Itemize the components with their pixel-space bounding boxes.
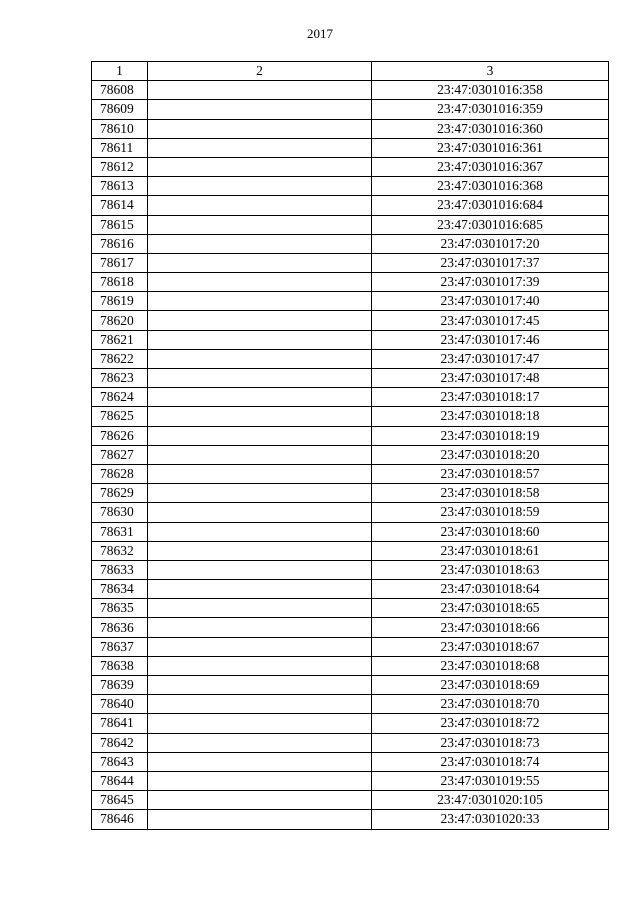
row-number-cell: 78646 xyxy=(92,810,148,829)
column-header-2: 2 xyxy=(148,62,372,81)
cadastral-number-cell: 23:47:0301017:20 xyxy=(372,234,609,253)
cadastral-number-cell: 23:47:0301017:48 xyxy=(372,369,609,388)
row-empty-cell xyxy=(148,349,372,368)
table-row xyxy=(92,445,609,464)
cadastral-number-cell: 23:47:0301016:361 xyxy=(372,138,609,157)
cadastral-number-cell: 23:47:0301018:72 xyxy=(372,714,609,733)
row-number-cell: 78626 xyxy=(92,426,148,445)
table-row xyxy=(92,157,609,176)
cadastral-number-cell: 23:47:0301017:47 xyxy=(372,349,609,368)
cadastral-number-cell: 23:47:0301018:60 xyxy=(372,522,609,541)
row-empty-cell xyxy=(148,484,372,503)
table-row xyxy=(92,311,609,330)
cadastral-number-cell: 23:47:0301016:358 xyxy=(372,81,609,100)
table-row xyxy=(92,426,609,445)
table-row xyxy=(92,81,609,100)
row-number-cell: 78620 xyxy=(92,311,148,330)
cadastral-number-cell: 23:47:0301020:105 xyxy=(372,791,609,810)
cadastral-number-cell: 23:47:0301016:685 xyxy=(372,215,609,234)
row-empty-cell xyxy=(148,234,372,253)
table-row xyxy=(92,464,609,483)
row-number-cell: 78628 xyxy=(92,464,148,483)
table-row xyxy=(92,407,609,426)
table-body xyxy=(92,81,609,829)
row-number-cell: 78634 xyxy=(92,580,148,599)
cadastral-number-cell: 23:47:0301016:367 xyxy=(372,157,609,176)
table-row xyxy=(92,503,609,522)
row-empty-cell xyxy=(148,464,372,483)
cadastral-number-cell: 23:47:0301017:46 xyxy=(372,330,609,349)
row-empty-cell xyxy=(148,771,372,790)
row-number-cell: 78636 xyxy=(92,618,148,637)
row-number-cell: 78629 xyxy=(92,484,148,503)
table-row xyxy=(92,733,609,752)
table-row xyxy=(92,676,609,695)
table-row xyxy=(92,580,609,599)
row-number-cell: 78609 xyxy=(92,100,148,119)
row-empty-cell xyxy=(148,81,372,100)
row-empty-cell xyxy=(148,752,372,771)
table-row xyxy=(92,541,609,560)
cadastral-number-cell: 23:47:0301018:64 xyxy=(372,580,609,599)
table-row xyxy=(92,196,609,215)
row-number-cell: 78632 xyxy=(92,541,148,560)
row-empty-cell xyxy=(148,215,372,234)
table-row xyxy=(92,100,609,119)
row-number-cell: 78615 xyxy=(92,215,148,234)
table-row xyxy=(92,695,609,714)
cadastral-number-cell: 23:47:0301018:74 xyxy=(372,752,609,771)
table-row xyxy=(92,119,609,138)
row-number-cell: 78639 xyxy=(92,676,148,695)
table-row xyxy=(92,273,609,292)
row-empty-cell xyxy=(148,196,372,215)
row-empty-cell xyxy=(148,695,372,714)
table-row xyxy=(92,810,609,829)
row-number-cell: 78624 xyxy=(92,388,148,407)
row-empty-cell xyxy=(148,560,372,579)
cadastral-number-cell: 23:47:0301017:37 xyxy=(372,253,609,272)
page-number: 2017 xyxy=(307,26,333,41)
cadastral-number-cell: 23:47:0301018:59 xyxy=(372,503,609,522)
cadastral-number-cell: 23:47:0301018:17 xyxy=(372,388,609,407)
row-empty-cell xyxy=(148,599,372,618)
table-row xyxy=(92,637,609,656)
cadastral-number-cell: 23:47:0301019:55 xyxy=(372,771,609,790)
row-number-cell: 78610 xyxy=(92,119,148,138)
column-header-3: 3 xyxy=(372,62,609,81)
table-row xyxy=(92,234,609,253)
cadastral-number-cell: 23:47:0301018:19 xyxy=(372,426,609,445)
cadastral-number-cell: 23:47:0301016:360 xyxy=(372,119,609,138)
table-row xyxy=(92,771,609,790)
row-number-cell: 78630 xyxy=(92,503,148,522)
row-number-cell: 78618 xyxy=(92,273,148,292)
table-row xyxy=(92,215,609,234)
cadastral-number-cell: 23:47:0301018:63 xyxy=(372,560,609,579)
row-empty-cell xyxy=(148,100,372,119)
row-number-cell: 78625 xyxy=(92,407,148,426)
table-row xyxy=(92,618,609,637)
row-empty-cell xyxy=(148,369,372,388)
cadastral-number-cell: 23:47:0301018:58 xyxy=(372,484,609,503)
cadastral-number-cell: 23:47:0301018:20 xyxy=(372,445,609,464)
row-empty-cell xyxy=(148,503,372,522)
row-number-cell: 78608 xyxy=(92,81,148,100)
cadastral-number-cell: 23:47:0301016:368 xyxy=(372,177,609,196)
row-number-cell: 78623 xyxy=(92,369,148,388)
row-empty-cell xyxy=(148,522,372,541)
row-empty-cell xyxy=(148,253,372,272)
row-number-cell: 78622 xyxy=(92,349,148,368)
table-row xyxy=(92,253,609,272)
table-row xyxy=(92,656,609,675)
row-empty-cell xyxy=(148,388,372,407)
row-number-cell: 78613 xyxy=(92,177,148,196)
cadastral-number-cell: 23:47:0301018:61 xyxy=(372,541,609,560)
cadastral-number-cell: 23:47:0301017:40 xyxy=(372,292,609,311)
row-number-cell: 78644 xyxy=(92,771,148,790)
cadastral-number-cell: 23:47:0301018:65 xyxy=(372,599,609,618)
cadastral-number-cell: 23:47:0301018:67 xyxy=(372,637,609,656)
row-empty-cell xyxy=(148,714,372,733)
row-number-cell: 78645 xyxy=(92,791,148,810)
row-number-cell: 78638 xyxy=(92,656,148,675)
row-number-cell: 78643 xyxy=(92,752,148,771)
row-empty-cell xyxy=(148,407,372,426)
table-row xyxy=(92,522,609,541)
cadastral-number-cell: 23:47:0301018:18 xyxy=(372,407,609,426)
row-number-cell: 78633 xyxy=(92,560,148,579)
table-row xyxy=(92,791,609,810)
row-empty-cell xyxy=(148,618,372,637)
row-number-cell: 78611 xyxy=(92,138,148,157)
row-empty-cell xyxy=(148,119,372,138)
row-empty-cell xyxy=(148,580,372,599)
cadastral-number-cell: 23:47:0301018:57 xyxy=(372,464,609,483)
table-row xyxy=(92,177,609,196)
table-row xyxy=(92,369,609,388)
cadastral-number-cell: 23:47:0301018:66 xyxy=(372,618,609,637)
row-empty-cell xyxy=(148,637,372,656)
column-header-1: 1 xyxy=(92,62,148,81)
cadastral-number-cell: 23:47:0301020:33 xyxy=(372,810,609,829)
cadastral-number-cell: 23:47:0301016:684 xyxy=(372,196,609,215)
row-number-cell: 78617 xyxy=(92,253,148,272)
row-empty-cell xyxy=(148,541,372,560)
row-empty-cell xyxy=(148,177,372,196)
header-row xyxy=(92,62,609,81)
cadastral-number-cell: 23:47:0301018:68 xyxy=(372,656,609,675)
cadastral-number-cell: 23:47:0301018:73 xyxy=(372,733,609,752)
table-row xyxy=(92,752,609,771)
row-number-cell: 78631 xyxy=(92,522,148,541)
row-empty-cell xyxy=(148,273,372,292)
cadastral-number-cell: 23:47:0301016:359 xyxy=(372,100,609,119)
row-empty-cell xyxy=(148,810,372,829)
row-number-cell: 78641 xyxy=(92,714,148,733)
row-empty-cell xyxy=(148,733,372,752)
table-row xyxy=(92,138,609,157)
row-empty-cell xyxy=(148,292,372,311)
table-row xyxy=(92,484,609,503)
row-number-cell: 78635 xyxy=(92,599,148,618)
table-row xyxy=(92,292,609,311)
cadastral-number-cell: 23:47:0301018:69 xyxy=(372,676,609,695)
row-number-cell: 78619 xyxy=(92,292,148,311)
row-number-cell: 78640 xyxy=(92,695,148,714)
table-row xyxy=(92,599,609,618)
row-number-cell: 78616 xyxy=(92,234,148,253)
row-empty-cell xyxy=(148,426,372,445)
row-empty-cell xyxy=(148,311,372,330)
row-number-cell: 78612 xyxy=(92,157,148,176)
row-number-cell: 78621 xyxy=(92,330,148,349)
table-row xyxy=(92,330,609,349)
row-empty-cell xyxy=(148,330,372,349)
row-number-cell: 78642 xyxy=(92,733,148,752)
row-empty-cell xyxy=(148,676,372,695)
row-empty-cell xyxy=(148,157,372,176)
row-empty-cell xyxy=(148,445,372,464)
row-number-cell: 78627 xyxy=(92,445,148,464)
cadastral-number-cell: 23:47:0301018:70 xyxy=(372,695,609,714)
row-empty-cell xyxy=(148,791,372,810)
cadastral-table xyxy=(91,61,609,830)
row-number-cell: 78637 xyxy=(92,637,148,656)
row-number-cell: 78614 xyxy=(92,196,148,215)
cadastral-number-cell: 23:47:0301017:39 xyxy=(372,273,609,292)
row-empty-cell xyxy=(148,138,372,157)
table-row xyxy=(92,349,609,368)
table-row xyxy=(92,714,609,733)
cadastral-number-cell: 23:47:0301017:45 xyxy=(372,311,609,330)
table-row xyxy=(92,388,609,407)
row-empty-cell xyxy=(148,656,372,675)
table-row xyxy=(92,560,609,579)
